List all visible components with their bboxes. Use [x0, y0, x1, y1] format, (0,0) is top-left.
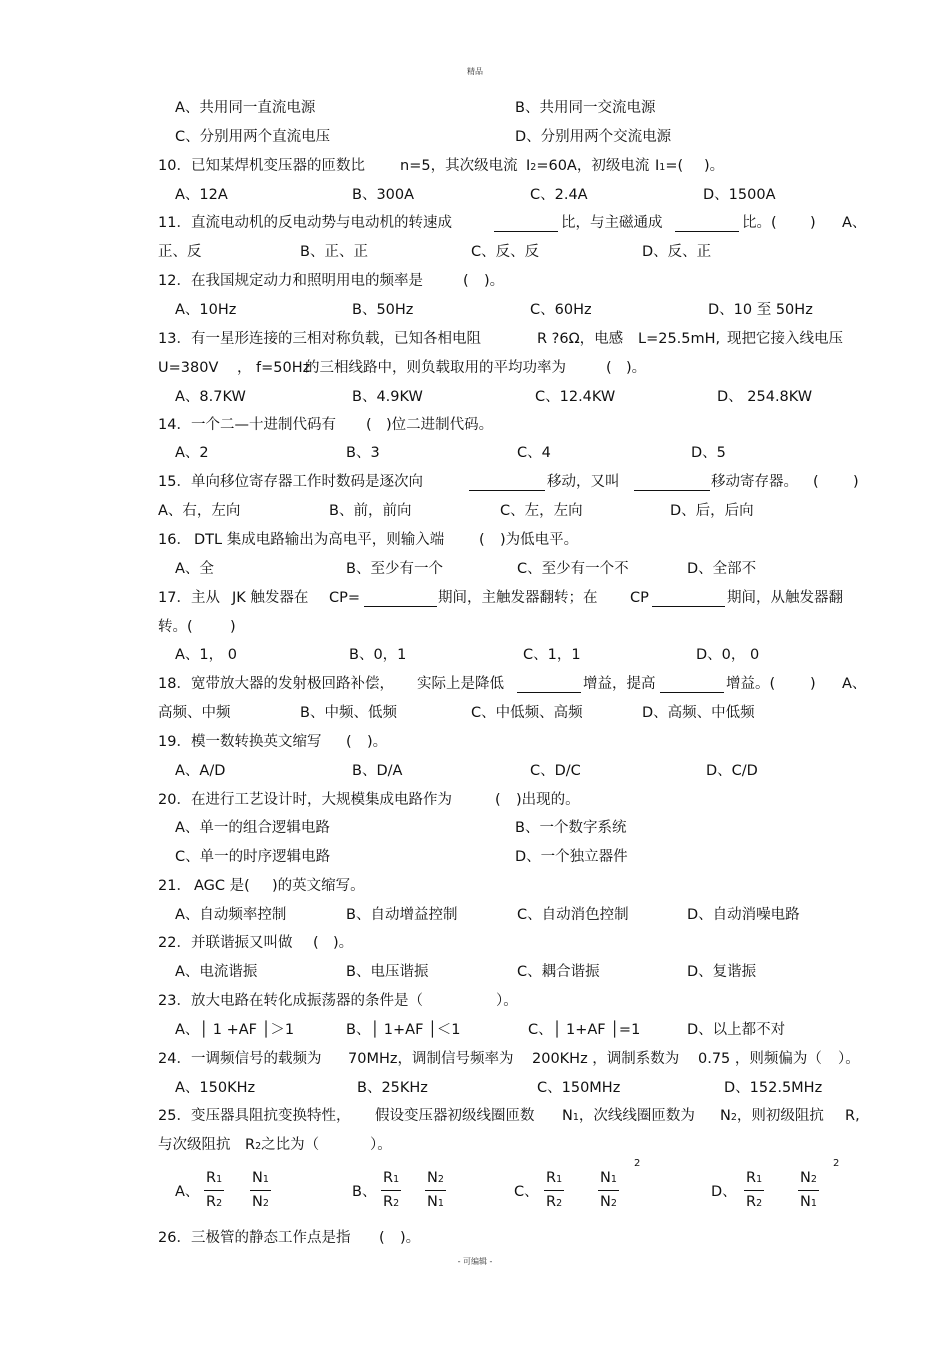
q17-option-a: A、1， 0 — [175, 647, 237, 663]
q13-text: R ?6Ω，电感 — [537, 331, 624, 347]
q13-option-a: A、8.7KW — [175, 389, 246, 405]
q19-text: )。 — [367, 734, 388, 750]
q15-option-b: B、前，前向 — [329, 503, 412, 519]
page-header: 精品 — [467, 67, 483, 76]
fraction-r1-r2: $\frac{R1}{R2}$ — [383, 1170, 400, 1210]
q19-option-a: A、A/D — [175, 763, 226, 779]
fraction-r1-r2: $\frac{R1}{R2}$ — [546, 1170, 563, 1210]
q21-option-d: D、自动消噪电路 — [687, 907, 800, 923]
q26-text: )。 — [400, 1230, 421, 1246]
q24-option-d: D、152.5MHz — [724, 1080, 823, 1096]
q18-text: 18．宽带放大器的发射极回路补偿， — [158, 676, 394, 692]
q21-option-a: A、自动频率控制 — [175, 907, 287, 923]
q25-option-d-label: D、 — [711, 1184, 737, 1200]
q10-text: I1=( — [655, 158, 684, 174]
q22-option-a: A、电流谐振 — [175, 964, 258, 980]
fraction-n1-n2: $\frac{N1}{N2}$ — [252, 1170, 269, 1210]
answer-blank — [469, 476, 545, 491]
q9-option-c: C、分别用两个直流电压 — [175, 129, 331, 145]
q16-text: )为低电平。 — [500, 532, 579, 548]
superscript-2: 2 — [833, 1158, 840, 1169]
q25-text: R, — [845, 1108, 860, 1124]
q15-text: 移动寄存器。 — [711, 474, 798, 490]
q21-text: 21． — [158, 878, 191, 894]
q15-option-a: A、右，左向 — [158, 503, 241, 519]
q11-option-c: C、反、反 — [471, 244, 540, 260]
q9-option-d: D、分别用两个交流电源 — [515, 129, 672, 145]
answer-blank — [675, 217, 739, 232]
q21-option-b: B、自动增益控制 — [346, 907, 458, 923]
q24-option-b: B、25KHz — [357, 1080, 428, 1096]
q13-text: 13．有一星形连接的三相对称负载，已知各相电阻 — [158, 331, 481, 347]
q20-option-a: A、单一的组合逻辑电路 — [175, 820, 330, 836]
q25-text: 假设变压器初级线圈匝数 — [375, 1108, 535, 1124]
q18-option-d: D、高频、中低频 — [642, 705, 755, 721]
q10-text: I2=60A，初级电流 — [526, 158, 650, 174]
q16-text: 16． — [158, 532, 191, 548]
q14-option-d: D、5 — [691, 445, 726, 461]
fraction-n1-n2: $\frac{N1}{N2}$ — [600, 1170, 617, 1210]
q16-text: DTL 集成电路输出为高电平，则输入端 — [194, 532, 445, 548]
q24-text: 24．一调频信号的载频为 — [158, 1051, 322, 1067]
q18-option-b: B、中频、低频 — [300, 705, 397, 721]
q11-option-b: B、正、正 — [300, 244, 368, 260]
q25-option-a-label: A、 — [175, 1184, 200, 1200]
q21-text: )的英文缩写。 — [272, 878, 365, 894]
q11-text: ) — [810, 215, 816, 231]
q24-option-a: A、150KHz — [175, 1080, 256, 1096]
q17-text: 期间，主触发器翻转；在 — [438, 590, 598, 606]
fraction-r1-r2: $\frac{R1}{R2}$ — [746, 1170, 763, 1210]
q24-text: 0.75 ，则频偏为（ — [698, 1051, 822, 1067]
q14-option-a: A、2 — [175, 445, 209, 461]
q16-option-b: B、至少有一个 — [346, 561, 443, 577]
q14-option-c: C、4 — [517, 445, 551, 461]
q25-option-c-label: C、 — [514, 1184, 539, 1200]
q25-option-b-label: B、 — [352, 1184, 377, 1200]
q11-text: 比。( — [742, 215, 777, 231]
q25-text: 与次级阻抗 — [158, 1137, 231, 1153]
fraction-r1-r2: $\frac{R1}{R2}$ — [206, 1170, 223, 1210]
q12-text: )。 — [484, 273, 505, 289]
q12-option-b: B、50Hz — [352, 302, 414, 318]
q24-text: 70MHz，调制信号频率为 — [348, 1051, 514, 1067]
answer-blank — [634, 476, 710, 491]
q12-text: 12．在我国规定动力和照明用电的频率是 — [158, 273, 423, 289]
q14-text: 14．一个二—十进制代码有 — [158, 417, 336, 433]
q10-option-a: A、12A — [175, 187, 228, 203]
q17-option-b: B、0，1 — [349, 647, 407, 663]
q25-text: 25．变压器具阻抗变换特性， — [158, 1108, 351, 1124]
fraction-n2-n1: $\frac{N2}{N1}$ — [800, 1170, 817, 1210]
q25-text: ）。 — [370, 1137, 392, 1153]
q13-option-b: B、4.9KW — [352, 389, 423, 405]
q13-text: L=25.5mH, — [638, 331, 721, 347]
q18-text: 增益，提高 — [583, 676, 656, 692]
q17-text: 转。( — [158, 619, 193, 635]
answer-blank — [494, 217, 558, 232]
q15-text: ( — [813, 474, 819, 490]
q20-option-b: B、一个数字系统 — [515, 820, 627, 836]
q13-text: ( — [606, 360, 612, 376]
q18-option-a-label: A、 — [842, 676, 867, 692]
q12-option-a: A、10Hz — [175, 302, 237, 318]
answer-blank — [364, 592, 437, 607]
q13-text: f=50Hz — [256, 360, 311, 376]
q14-option-b: B、3 — [346, 445, 380, 461]
q20-text: )出现的。 — [516, 792, 580, 808]
q22-option-c: C、耦合谐振 — [517, 964, 600, 980]
q26-text: ( — [379, 1230, 385, 1246]
q19-option-b: B、D/A — [352, 763, 403, 779]
q24-option-c: C、150MHz — [537, 1080, 621, 1096]
q13-text: ， — [237, 360, 252, 376]
q22-text: ( — [313, 935, 319, 951]
q23-text: ）。 — [496, 993, 518, 1009]
q10-option-b: B、300A — [352, 187, 415, 203]
q17-option-d: D、0， 0 — [696, 647, 760, 663]
q23-option-b: B、│ 1+AF │＜1 — [346, 1022, 461, 1038]
q10-option-c: C、2.4A — [530, 187, 588, 203]
q25-text: N2，则初级阻抗 — [720, 1108, 824, 1124]
q13-option-c: C、12.4KW — [535, 389, 616, 405]
q20-text: 20．在进行工艺设计时，大规模集成电路作为 — [158, 792, 452, 808]
q17-text: 17．主从 — [158, 590, 220, 606]
answer-blank — [517, 678, 581, 693]
q9-option-b: B、共用同一交流电源 — [515, 100, 656, 116]
q22-option-d: D、复谐振 — [687, 964, 757, 980]
q10-text: 10．已知某焊机变压器的匝数比 — [158, 158, 365, 174]
q16-option-a: A、全 — [175, 561, 214, 577]
q15-option-d: D、后，后向 — [670, 503, 754, 519]
q12-text: ( — [463, 273, 469, 289]
q24-text: ）。 — [838, 1051, 860, 1067]
q17-text: JK 触发器在 — [232, 590, 309, 606]
q19-option-d: D、C/D — [706, 763, 758, 779]
q10-text: )。 — [704, 158, 725, 174]
q19-text: 19．模一数转换英文缩写 — [158, 734, 322, 750]
q18-text: ) — [810, 676, 816, 692]
q21-text: AGC 是( — [194, 878, 250, 894]
q12-option-d: D、10 至 50Hz — [708, 302, 813, 318]
q22-text: )。 — [333, 935, 354, 951]
q15-text: ) — [853, 474, 859, 490]
q17-text: ) — [230, 619, 236, 635]
answer-blank — [652, 592, 725, 607]
q13-text: 的三相线路中，则负载取用的平均功率为 — [305, 360, 566, 376]
q22-option-b: B、电压谐振 — [346, 964, 429, 980]
q16-option-c: C、至少有一个不 — [517, 561, 629, 577]
q12-option-c: C、60Hz — [530, 302, 592, 318]
q13-text: 现把它接入线电压 — [727, 331, 843, 347]
q13-text: U=380V — [158, 360, 219, 376]
q11-option-a: 正、反 — [158, 244, 202, 260]
q11-option-a-label: A、 — [842, 215, 867, 231]
superscript-2: 2 — [634, 1158, 641, 1169]
q23-option-a: A、│ 1 +AF │＞1 — [175, 1022, 295, 1038]
q21-option-c: C、自动消色控制 — [517, 907, 629, 923]
q10-option-d: D、1500A — [703, 187, 776, 203]
page-footer: - 可编辑 - — [457, 1257, 493, 1266]
q19-text: ( — [346, 734, 352, 750]
q20-text: ( — [495, 792, 501, 808]
q16-option-d: D、全部不 — [687, 561, 757, 577]
q18-option-c: C、中低频、高频 — [471, 705, 583, 721]
q16-text: ( — [479, 532, 485, 548]
q17-text: CP — [630, 590, 649, 606]
q23-option-d: D、以上都不对 — [687, 1022, 786, 1038]
q14-text: )位二进制代码。 — [386, 417, 494, 433]
q13-option-d: D、 254.8KW — [717, 389, 813, 405]
q23-text: 23．放大电路在转化成振荡器的条件是（ — [158, 993, 423, 1009]
q11-text: 比，与主磁通成 — [561, 215, 663, 231]
q9-option-a: A、共用同一直流电源 — [175, 100, 316, 116]
q14-text: ( — [366, 417, 372, 433]
q24-text: 200KHz ，调制系数为 — [532, 1051, 680, 1067]
q11-option-d: D、反、正 — [642, 244, 712, 260]
answer-blank — [660, 678, 724, 693]
q17-option-c: C、1，1 — [523, 647, 581, 663]
q18-option-a: 高频、中频 — [158, 705, 231, 721]
q25-text: R2之比为（ — [245, 1137, 320, 1153]
q17-text: 期间，从触发器翻 — [727, 590, 843, 606]
fraction-n2-n1: $\frac{N2}{N1}$ — [427, 1170, 444, 1210]
q22-text: 22．并联谐振又叫做 — [158, 935, 293, 951]
q11-text: 11．直流电动机的反电动势与电动机的转速成 — [158, 215, 452, 231]
q18-text: 增益。( — [726, 676, 776, 692]
q15-text: 15．单向移位寄存器工作时数码是逐次向 — [158, 474, 423, 490]
q17-text: CP= — [329, 590, 361, 606]
q26-text: 26．三极管的静态工作点是指 — [158, 1230, 351, 1246]
q19-option-c: C、D/C — [530, 763, 581, 779]
q15-option-c: C、左，左向 — [500, 503, 583, 519]
q13-text: )。 — [626, 360, 647, 376]
q10-text: n=5，其次级电流 — [400, 158, 518, 174]
q25-text: N1，次线线圈匝数为 — [562, 1108, 695, 1124]
q20-option-c: C、单一的时序逻辑电路 — [175, 849, 331, 865]
q23-option-c: C、│ 1+AF │=1 — [528, 1022, 641, 1038]
q20-option-d: D、一个独立器件 — [515, 849, 628, 865]
q15-text: 移动，又叫 — [547, 474, 620, 490]
q18-text: 实际上是降低 — [417, 676, 504, 692]
